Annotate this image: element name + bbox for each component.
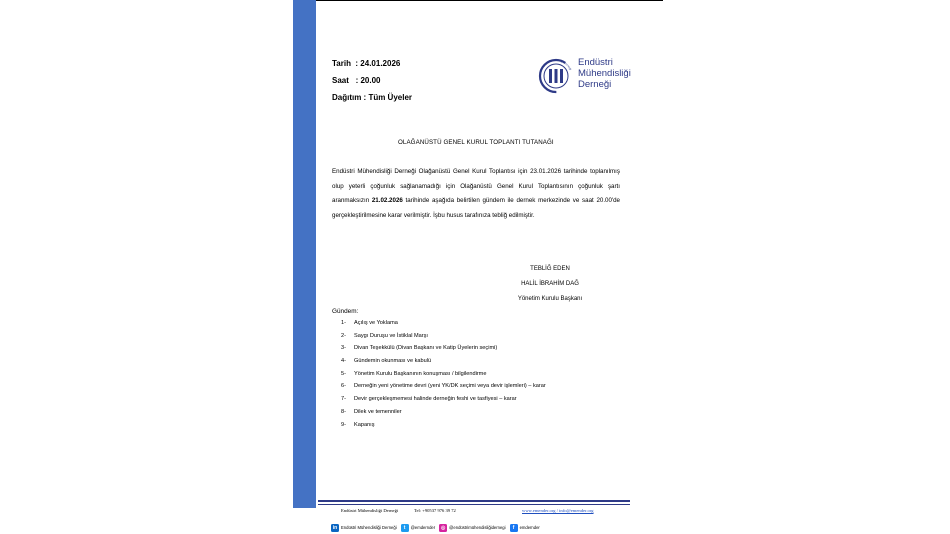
linkedin-icon[interactable]: in <box>332 524 338 531</box>
footer-divider-thin <box>318 504 630 505</box>
agenda-list <box>341 320 546 434</box>
logo-line-3: Derneği <box>578 79 612 90</box>
twitter-handle: @emdernder <box>410 525 436 530</box>
instagram-icon[interactable]: ◎ <box>440 524 446 531</box>
document-title: OLAĞANÜSTÜ GENEL KURUL TOPLANTI TUTANAĞI <box>398 139 554 146</box>
top-border-line <box>298 0 663 1</box>
facebook-handle: emdernder <box>519 525 540 530</box>
logo-line-2: Mühendisliği <box>578 68 631 79</box>
list-item: 7- Devir gerçekleşmemesi halinde derneğin feshi ve tasfiyesi – karar <box>341 396 517 403</box>
facebook-icon[interactable]: f <box>510 524 518 532</box>
time-line: Saat : 20.00 <box>332 76 381 85</box>
footer-website-link[interactable]: www.emender.org / info@emender.org <box>522 508 594 513</box>
footer-phone: Tel: +90537 976 39 72 <box>414 508 456 513</box>
signature-role: Yönetim Kurulu Başkanı <box>517 296 583 302</box>
list-item: 4- Gündemin okunması ve kabulü <box>341 358 432 365</box>
list-item: 2- Saygı Duruşu ve İstiklal Marşı <box>341 332 428 339</box>
svg-text:Endüstri Mühendisliği Derneği: Endüstri Mühendisliği Derneği <box>538 57 573 73</box>
linkedin-handle: Endüstri Mühendisliği Derneği <box>341 525 397 530</box>
list-item: 8- Dilek ve temenniler <box>341 408 402 415</box>
footer-org: Endüstri Mühendisliği Derneği <box>341 508 399 513</box>
list-item: 6- Derneğin yeni yönetime devri (yeni YK/DK seçimi veya devir işlemleri) – karar <box>341 383 546 390</box>
distribution-line: Dağıtım : Tüm Üyeler <box>332 93 413 102</box>
social-bar <box>331 523 544 532</box>
list-item: 3- Divan Teşekkülü (Divan Başkanı ve Katip Üyelerin seçimi) <box>341 345 498 352</box>
instagram-handle: @endüstrimühendisliğidernegi <box>449 525 506 530</box>
logo-emblem-icon <box>535 54 577 96</box>
body-paragraph: Endüstri Mühendisliği Derneği Olağanüstü Genel Kurul Toplantısı için 23.01.2026 tarihinde toplanılmış olup yeterli çoğunluk sağlanamadığı için Olağanüstü Genel Kurul Toplantısının çoğunluk şartı aranmaksızın 21.02.2026 tarihinde aşağıda belirtilen gündem ile dernek merkezinde ve saat 20.00'de gerçekleştirilmesine karar verilmiştir. İşbu husus tarafınıza tebliğ edilmiştir. <box>332 168 621 219</box>
agenda-heading: Gündem: <box>332 308 359 315</box>
list-item: 1- Açılış ve Yoklama <box>341 320 398 326</box>
logo-line-1: Endüstri <box>578 57 613 68</box>
blue-side-bar <box>293 0 316 508</box>
signature-name: HALİL İBRAHİM DAĞ <box>521 281 579 287</box>
meeting-date: 21.02.2026 <box>371 197 403 204</box>
footer-divider <box>318 500 630 502</box>
twitter-icon[interactable]: t <box>401 524 409 532</box>
list-item: 5- Yönetim Kurulu Başkanının konuşması / bilgilendirme <box>341 370 487 377</box>
signature-label: TEBLİĞ EDEN <box>530 266 570 272</box>
date-line: Tarih : 24.01.2026 <box>332 59 401 68</box>
association-logo <box>535 54 645 96</box>
list-item: 9- Kapanış <box>341 421 375 428</box>
